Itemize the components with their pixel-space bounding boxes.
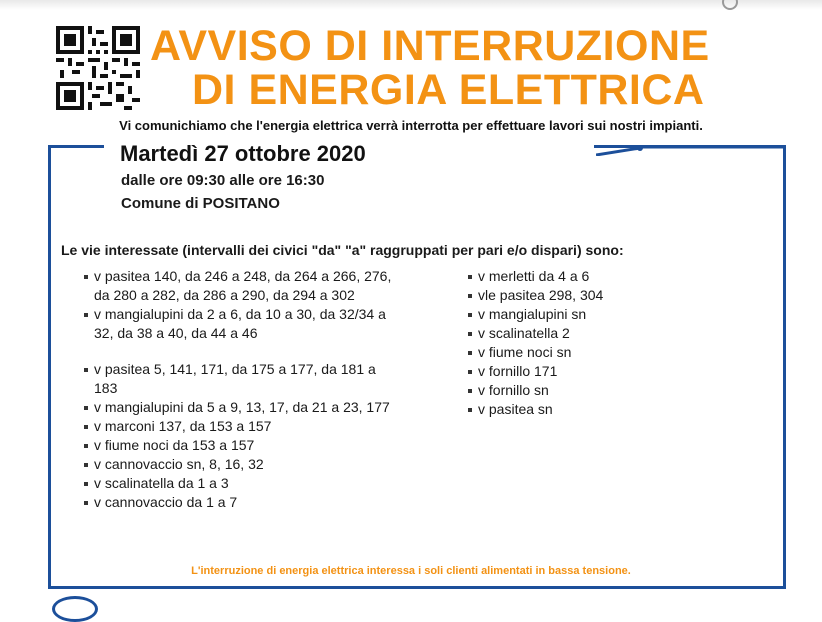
- outage-comune: Comune di POSITANO: [121, 195, 280, 212]
- top-edge: [0, 0, 822, 10]
- street-item: v pasitea 5, 141, 171, da 175 a 177, da 181 a 183: [82, 360, 402, 398]
- streets-heading: Le vie interessate (intervalli dei civici "da" "a" raggruppati per pari e/o dispari) sono:: [61, 242, 624, 258]
- streets-list-right: [466, 267, 726, 419]
- outage-hours: dalle ore 09:30 alle ore 16:30: [121, 172, 325, 189]
- street-item: v scalinatella da 1 a 3: [82, 474, 402, 493]
- street-item: vle pasitea 298, 304: [466, 286, 726, 305]
- street-item: v mangialupini sn: [466, 305, 726, 324]
- street-item: v fornillo sn: [466, 381, 726, 400]
- title-line-2: DI ENERGIA ELETTRICA: [192, 66, 705, 114]
- street-item: v mangialupini da 2 a 6, da 10 a 30, da 32/34 a 32, da 38 a 40, da 44 a 46: [82, 305, 402, 343]
- street-item: v cannovaccio da 1 a 7: [82, 493, 402, 512]
- bottom-logo-fragment: [52, 596, 98, 622]
- outage-date: Martedì 27 ottobre 2020: [120, 141, 366, 166]
- street-item: v merletti da 4 a 6: [466, 267, 726, 286]
- streets-list-left: [82, 267, 402, 512]
- notice-title: [150, 24, 810, 112]
- street-item: v scalinatella 2: [466, 324, 726, 343]
- street-item: v cannovaccio sn, 8, 16, 32: [82, 455, 402, 474]
- street-item: v pasitea sn: [466, 400, 726, 419]
- frame-accent-line: [596, 142, 786, 156]
- intro-text: Vi comunichiamo che l'energia elettrica verrà interrotta per effettuare lavori sui nostri impianti.: [119, 118, 703, 133]
- street-item: v mangialupini da 5 a 9, 13, 17, da 21 a 23, 177: [82, 398, 402, 417]
- title-line-1: AVVISO DI INTERRUZIONE: [150, 22, 710, 70]
- street-item: v fiume noci da 153 a 157: [82, 436, 402, 455]
- street-item: v fornillo 171: [466, 362, 726, 381]
- qr-code-icon: [56, 26, 140, 110]
- footnote: L'interruzione di energia elettrica interessa i soli clienti alimentati in bassa tensione.: [191, 565, 631, 577]
- street-item: v marconi 137, da 153 a 157: [82, 417, 402, 436]
- street-item: v pasitea 140, da 246 a 248, da 264 a 266, 276, da 280 a 282, da 286 a 290, da 294 a 302: [82, 267, 402, 305]
- street-item: v fiume noci sn: [466, 343, 726, 362]
